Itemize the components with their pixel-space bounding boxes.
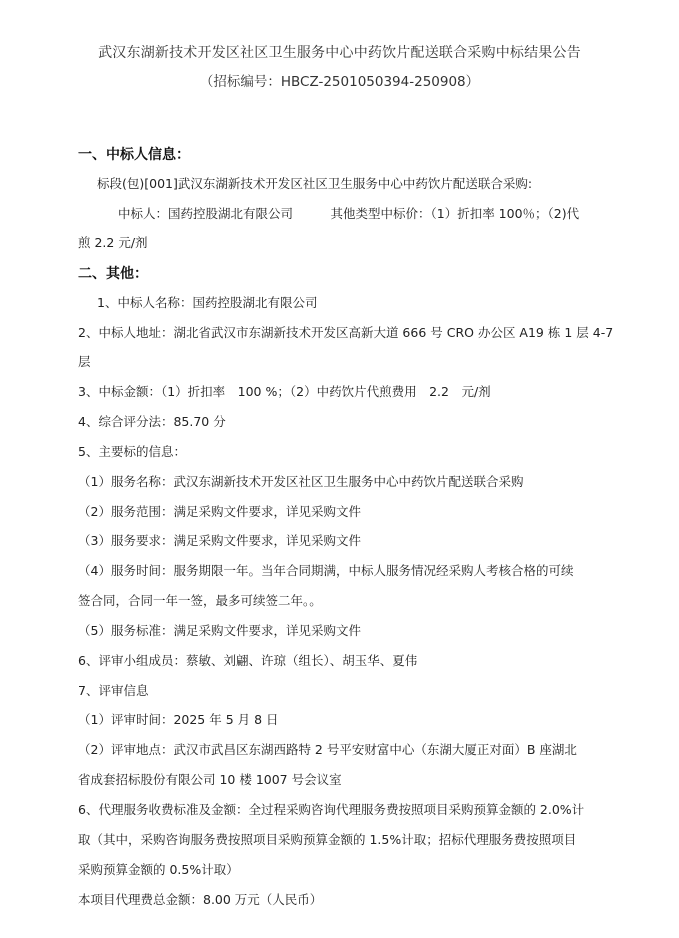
winner-name-line: 1、中标人名称：国药控股湖北有限公司 bbox=[97, 295, 318, 310]
agency-fee-line-3: 采购预算金额的 0.5%计取） bbox=[78, 862, 239, 877]
service-requirement-line: （3）服务要求：满足采购文件要求，详见采购文件 bbox=[78, 533, 361, 548]
total-fee-line: 本项目代理费总金额：8.00 万元（人民币） bbox=[78, 892, 323, 907]
review-location-line-continued: 省成套招标股份有限公司 10 楼 1007 号会议室 bbox=[78, 772, 342, 787]
winner-line-continued: 煎 2.2 元/剂 bbox=[78, 235, 148, 250]
review-info-heading: 7、评审信息 bbox=[78, 683, 149, 698]
tender-number: （招标编号：HBCZ-2501050394-250908） bbox=[199, 74, 480, 90]
document-title: 武汉东湖新技术开发区社区卫生服务中心中药饮片配送联合采购中标结果公告 bbox=[98, 45, 581, 61]
winner-line: 中标人：国药控股湖北有限公司 其他类型中标价：（1）折扣率 100％；（2)代 bbox=[118, 206, 580, 221]
review-location-line: （2）评审地点：武汉市武昌区东湖西路特 2 号平安财富中心（东湖大厦正对面）B 座湖北 bbox=[78, 742, 577, 757]
agency-fee-line-2: 取（其中，采购咨询服务费按照项目采购预算金额的 1.5%计取；招标代理服务费按照项目 bbox=[78, 832, 577, 847]
service-time-line: （4）服务时间：服务期限一年。当年合同期满，中标人服务情况经采购人考核合格的可续 bbox=[78, 563, 574, 578]
section-other-heading: 二、其他： bbox=[78, 266, 148, 282]
agency-fee-line: 6、代理服务收费标准及金额：全过程采购咨询代理服务费按照项目采购预算金额的 2.0%计 bbox=[78, 802, 585, 817]
score-line: 4、综合评分法：85.70 分 bbox=[78, 414, 226, 429]
service-scope-line: （2）服务范围：满足采购文件要求，详见采购文件 bbox=[78, 504, 361, 519]
main-subject-heading: 5、主要标的信息： bbox=[78, 444, 186, 459]
lot-line: 标段(包)[001]武汉东湖新技术开发区社区卫生服务中心中药饮片配送联合采购: bbox=[97, 176, 533, 191]
section-winner-info-heading: 一、中标人信息： bbox=[78, 147, 190, 163]
service-name-line: （1）服务名称：武汉东湖新技术开发区社区卫生服务中心中药饮片配送联合采购 bbox=[78, 474, 524, 489]
service-standard-line: （5）服务标准：满足采购文件要求，详见采购文件 bbox=[78, 623, 361, 638]
winner-address-line: 2、中标人地址：湖北省武汉市东湖新技术开发区高新大道 666 号 CRO 办公区 A19 栋 1 层 4-7 bbox=[78, 325, 614, 340]
winner-address-line-continued: 层 bbox=[78, 354, 91, 369]
review-members-line: 6、评审小组成员：蔡敏、刘翩、许琼（组长）、胡玉华、夏伟 bbox=[78, 653, 418, 668]
award-amount-line: 3、中标金额：（1）折扣率 100 %；（2）中药饮片代煎费用 2.2 元/剂 bbox=[78, 384, 491, 399]
service-time-line-continued: 签合同，合同一年一签，最多可续签二年。。 bbox=[78, 593, 322, 608]
review-time-line: （1）评审时间：2025 年 5 月 8 日 bbox=[78, 712, 279, 727]
